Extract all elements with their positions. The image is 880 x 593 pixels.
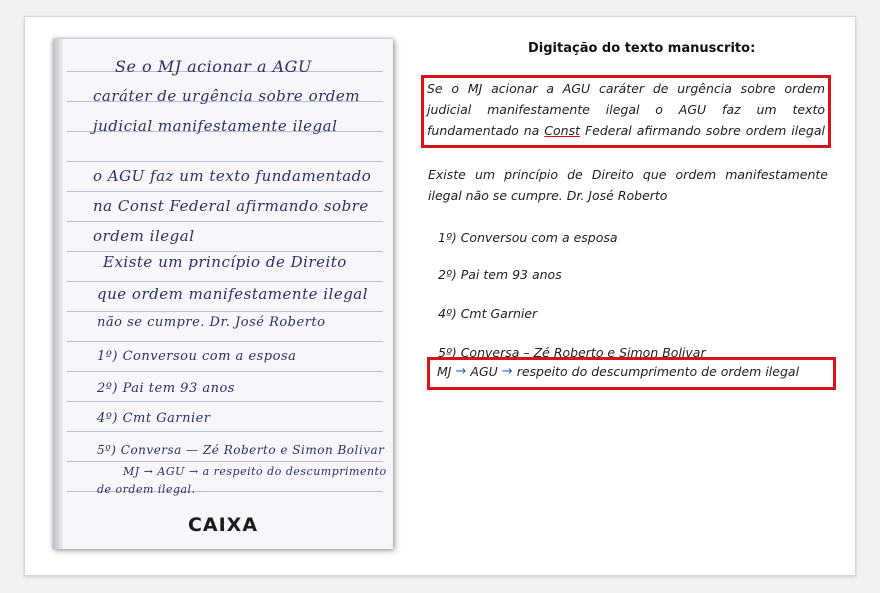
line3-before: fundamentado na [427,123,545,138]
paragraph-1-line: Se o MJ acionar a AGU caráter de urgência sobre ordem [427,81,825,96]
arrow-right-icon: → [455,364,467,379]
notebook-rule [67,221,383,222]
line3-after: Federal afirmando sobre ordem ilegal [580,123,825,138]
handwritten-line: 4º) Cmt Garnier [97,411,211,426]
handwritten-line: 5º) Conversa — Zé Roberto e Simon Bolivar [97,443,385,457]
transcription-title: Digitação do texto manuscrito: [528,41,756,56]
list-item: 5º) Conversa – Zé Roberto e Simon Bolivar [438,345,706,360]
const-underlined-word: Const [544,123,580,138]
handwritten-line: Se o MJ acionar a AGU [115,57,312,76]
notebook-rule [67,311,383,312]
agu-label: AGU [470,364,498,379]
list-item: 2º) Pai tem 93 anos [438,267,562,282]
handwritten-line: na Const Federal afirmando sobre [93,197,369,215]
paragraph-1-line [427,120,825,141]
mj-label: MJ [437,364,452,379]
handwritten-line: judicial manifestamente ilegal [93,117,338,135]
notebook-rule [67,371,383,372]
paragraph-2-line: Existe um princípio de Direito que ordem manifestamente [428,167,828,182]
transcription-paragraph-2 [428,164,828,206]
handwritten-line: de ordem ilegal. [97,483,196,496]
notebook-rule [67,191,383,192]
transcription-paragraph-1 [427,78,825,141]
notebook-rule [67,281,383,282]
handwritten-line: 2º) Pai tem 93 anos [97,381,235,396]
paragraph-2-line: ilegal não se cumpre. Dr. José Roberto [428,188,668,203]
list-item: 4º) Cmt Garnier [438,306,538,321]
handwritten-line: Existe um princípio de Direito [103,253,347,271]
respeito-text: respeito do descumprimento de ordem ilegal [516,364,800,379]
notebook-rule [67,401,383,402]
highlight-box-2-content [437,364,799,379]
handwritten-line: ordem ilegal [93,227,195,245]
caixa-logo-text: CAIXA [187,514,259,536]
notebook-rule [67,461,383,462]
list-item: 1º) Conversou com a esposa [438,230,618,245]
handwritten-line: que ordem manifestamente ilegal [97,285,369,303]
arrow-right-icon: → [501,364,513,379]
handwritten-line: o AGU faz um texto fundamentado [93,167,372,185]
notebook-rule [67,431,383,432]
notebook-rule [67,251,383,252]
handwritten-line: não se cumpre. Dr. José Roberto [97,315,326,330]
handwritten-notebook-photo [53,39,393,549]
handwritten-line: 1º) Conversou com a esposa [97,349,297,364]
notebook-rule [67,341,383,342]
notebook-binding-edge [53,39,63,549]
handwritten-line: MJ → AGU → a respeito do descumprimento [123,465,387,478]
document-frame [24,16,856,576]
paragraph-1-line: judicial manifestamente ilegal o AGU faz um texto [427,102,825,117]
handwritten-line: caráter de urgência sobre ordem [93,87,360,105]
notebook-rule [67,161,383,162]
